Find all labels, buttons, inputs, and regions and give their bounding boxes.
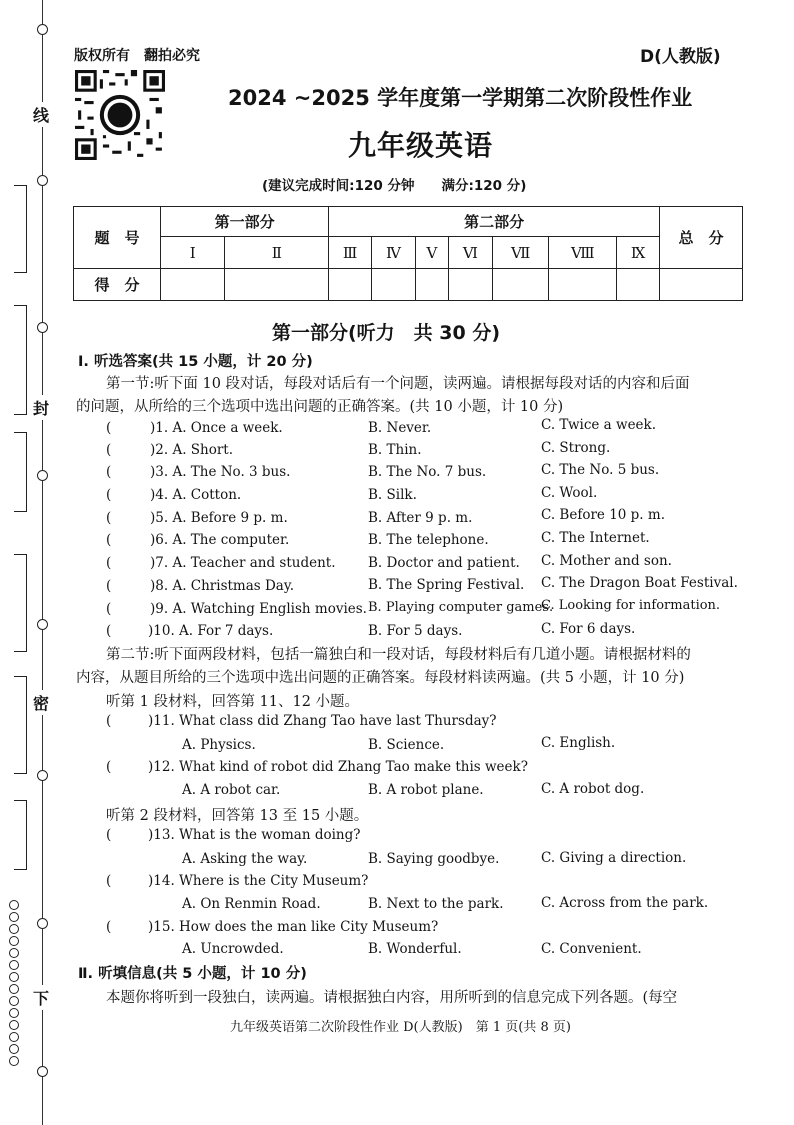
section2-intro-line1: 第二节:听下面两段材料，包括一篇独白和一段对话，每段材料后有几道小题。请根据材料的 <box>106 647 691 663</box>
question-14-option-c: C. Across from the park. <box>541 895 709 911</box>
answer-bracket[interactable]: ( <box>106 601 112 617</box>
total-score-label: 总 分 <box>660 207 743 269</box>
numeral-cell: Ⅲ <box>329 237 372 269</box>
question-9-option-b: B. Playing computer games. <box>368 600 554 615</box>
question-15-option-a: A. Uncrowded. <box>182 941 284 957</box>
section-title: 第一部分(听力 共 30 分) <box>272 322 501 344</box>
numeral-cell: Ⅷ <box>549 237 617 269</box>
question-7-option-c: C. Mother and son. <box>541 553 672 569</box>
score-cell[interactable] <box>416 269 449 301</box>
score-cell[interactable] <box>660 269 743 301</box>
score-cell[interactable] <box>329 269 372 301</box>
numeral-cell: Ⅵ <box>448 237 492 269</box>
question-15-option-b: B. Wonderful. <box>368 941 462 957</box>
question-13-option-a: A. Asking the way. <box>182 851 308 867</box>
numeral-cell: Ⅸ <box>617 237 660 269</box>
question-5-option-a: )5. A. Before 9 p. m. <box>150 510 288 526</box>
question-4-option-b: B. Silk. <box>368 487 417 503</box>
binding-bracket <box>14 432 27 512</box>
answer-bracket[interactable]: ( <box>106 420 112 436</box>
question-2-option-a: )2. A. Short. <box>150 442 234 458</box>
binding-circle <box>37 1066 48 1077</box>
answer-bracket[interactable]: ( <box>106 510 112 526</box>
question-12-option-a: A. A robot car. <box>182 782 281 798</box>
binding-circle <box>37 470 48 481</box>
answer-bracket[interactable]: ( <box>106 442 112 458</box>
question-1-option-a: )1. A. Once a week. <box>150 420 283 436</box>
question-12-stem: )12. What kind of robot did Zhang Tao make this week? <box>148 759 528 775</box>
question-9-option-a: )9. A. Watching English movies. <box>150 601 367 617</box>
answer-bracket[interactable]: ( <box>106 919 112 935</box>
binding-line <box>42 0 43 1125</box>
numeral-cell: Ⅶ <box>493 237 549 269</box>
question-9-option-c: C. Looking for information. <box>541 598 721 613</box>
score-cell[interactable] <box>617 269 660 301</box>
question-8-option-a: )8. A. Christmas Day. <box>150 578 294 594</box>
question-3-option-c: C. The No. 5 bus. <box>541 462 660 478</box>
question-11-option-c: C. English. <box>541 735 616 751</box>
score-cell[interactable] <box>225 269 329 301</box>
page-footer: 九年级英语第二次阶段性作业 D(人教版) 第 1 页(共 8 页) <box>230 1020 571 1035</box>
answer-bracket[interactable]: ( <box>106 873 112 889</box>
answer-bracket[interactable]: ( <box>106 713 112 729</box>
question-2-option-b: B. Thin. <box>368 442 422 458</box>
question-7-option-a: )7. A. Teacher and student. <box>150 555 336 571</box>
question-15-option-c: C. Convenient. <box>541 941 642 957</box>
question-8-option-c: C. The Dragon Boat Festival. <box>541 575 738 591</box>
answer-bracket[interactable]: ( <box>106 759 112 775</box>
question-3-option-b: B. The No. 7 bus. <box>368 464 487 480</box>
score-cell[interactable] <box>493 269 549 301</box>
qr-code-icon <box>74 70 166 160</box>
question-5-option-b: B. After 9 p. m. <box>368 510 473 526</box>
answer-bracket[interactable]: ( <box>106 555 112 571</box>
answer-bracket[interactable]: ( <box>106 827 112 843</box>
binding-circle <box>37 24 48 35</box>
edition-label: D(人教版) <box>640 47 721 67</box>
question-13-stem: )13. What is the woman doing? <box>148 827 361 843</box>
subject-title: 九年级英语 <box>348 129 494 162</box>
part2-intro: 本题你将听到一段独白，读两遍。请根据独白内容，用所听到的信息完成下列各题。(每空 <box>106 990 678 1006</box>
numeral-cell: Ⅰ <box>161 237 225 269</box>
question-1-option-b: B. Never. <box>368 420 432 436</box>
score-cell[interactable] <box>371 269 415 301</box>
binding-circle <box>37 770 48 781</box>
binding-bracket <box>14 554 27 652</box>
question-5-option-c: C. Before 10 p. m. <box>541 507 665 523</box>
binding-char-below: 下 <box>33 985 49 1010</box>
question-14-stem: )14. Where is the City Museum? <box>148 873 369 889</box>
binding-circle <box>37 619 48 630</box>
copyright-notice: 版权所有 翻拍必究 <box>74 48 200 64</box>
question-10-option-c: C. For 6 days. <box>541 621 636 637</box>
binding-circle <box>37 918 48 929</box>
numeral-cell: Ⅴ <box>416 237 449 269</box>
question-8-option-b: B. The Spring Festival. <box>368 577 525 593</box>
question-12-option-b: B. A robot plane. <box>368 782 484 798</box>
binding-char-secret: 密 <box>33 690 49 715</box>
question-10-option-a: )10. A. For 7 days. <box>148 623 274 639</box>
answer-bracket[interactable]: ( <box>106 578 112 594</box>
binding-bracket <box>14 305 27 415</box>
question-13-option-c: C. Giving a direction. <box>541 850 687 866</box>
question-4-option-c: C. Wool. <box>541 485 598 501</box>
section1-intro-line1: 第一节:听下面 10 段对话，每段对话后有一个问题，读两遍。请根据每段对话的内容和后面 <box>106 376 690 392</box>
question-6-option-c: C. The Internet. <box>541 530 650 546</box>
question-10-option-b: B. For 5 days. <box>368 623 463 639</box>
answer-bracket[interactable]: ( <box>106 623 112 639</box>
question-15-stem: )15. How does the man like City Museum? <box>148 919 439 935</box>
question-14-option-a: A. On Renmin Road. <box>182 896 321 912</box>
question-11-option-a: A. Physics. <box>182 737 256 753</box>
question-2-option-c: C. Strong. <box>541 440 611 456</box>
question-11-stem: )11. What class did Zhang Tao have last Thursday? <box>148 713 497 729</box>
question-6-option-b: B. The telephone. <box>368 532 489 548</box>
score-cell[interactable] <box>448 269 492 301</box>
question-4-option-a: )4. A. Cotton. <box>150 487 242 503</box>
binding-bracket <box>14 676 27 774</box>
exam-title: 2024 ~2025 学年度第一学期第二次阶段性作业 <box>228 86 693 110</box>
question-3-option-a: )3. A. The No. 3 bus. <box>150 464 291 480</box>
question-13-option-b: B. Saying goodbye. <box>368 851 500 867</box>
numeral-cell: Ⅱ <box>225 237 329 269</box>
question-11-option-b: B. Science. <box>368 737 445 753</box>
answer-bracket[interactable]: ( <box>106 487 112 503</box>
question-number-label: 题 号 <box>74 207 161 269</box>
time-note: (建议完成时间:120 分钟 满分:120 分) <box>262 178 527 194</box>
binding-bracket <box>14 185 27 273</box>
binding-bracket <box>14 800 27 870</box>
score-table <box>73 206 743 301</box>
score-cell[interactable] <box>161 269 225 301</box>
binding-char-seal: 封 <box>33 395 49 420</box>
section1-intro-line2: 的问题，从所给的三个选项中选出问题的正确答案。(共 10 小题，计 10 分) <box>76 399 564 415</box>
binding-circle <box>37 322 48 333</box>
part2-heading: Ⅱ. 听填信息(共 5 小题，计 10 分) <box>78 966 307 982</box>
question-14-option-b: B. Next to the park. <box>368 896 504 912</box>
numeral-cell: Ⅳ <box>371 237 415 269</box>
question-7-option-b: B. Doctor and patient. <box>368 555 520 571</box>
material1-label: 听第 1 段材料，回答第 11、12 小题。 <box>106 694 360 710</box>
answer-bracket[interactable]: ( <box>106 532 112 548</box>
part1-header: 第一部分 <box>161 207 329 237</box>
score-cell[interactable] <box>549 269 617 301</box>
question-12-option-c: C. A robot dog. <box>541 781 645 797</box>
score-row-label: 得 分 <box>74 269 161 301</box>
question-6-option-a: )6. A. The computer. <box>150 532 290 548</box>
binding-char-line: 线 <box>33 102 49 127</box>
part2-header: 第二部分 <box>329 207 660 237</box>
binding-circle <box>37 175 48 186</box>
answer-bracket[interactable]: ( <box>106 464 112 480</box>
part1-heading: Ⅰ. 听选答案(共 15 小题，计 20 分) <box>78 354 313 370</box>
section2-intro-line2: 内容，从题目所给的三个选项中选出问题的正确答案。每段材料读两遍。(共 5 小题，计 10 分) <box>76 670 685 686</box>
material2-label: 听第 2 段材料，回答第 13 至 15 小题。 <box>106 808 369 824</box>
question-1-option-c: C. Twice a week. <box>541 417 657 433</box>
